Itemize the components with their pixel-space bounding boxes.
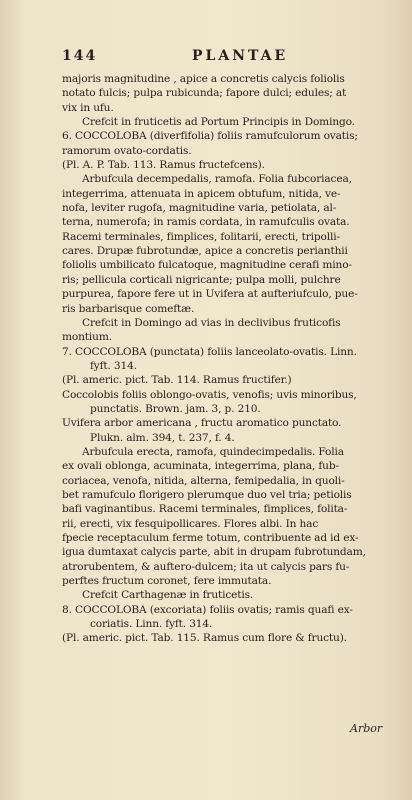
text-line: terna, numerofa; in ramis cordata, in ramufculis ovata. xyxy=(62,216,350,229)
text-line: igua dumtaxat calycis parte, abit in drupam fubrotundam, xyxy=(62,546,366,559)
text-line: Plukn. alm. 394, t. 237, f. 4. xyxy=(90,431,235,444)
text-line: ris; pellicula corticali nigricante; pulpa molli, pulchre xyxy=(62,273,341,286)
text-line: 6. COCCOLOBA (diverfifolia) foliis ramufculorum ovatis; xyxy=(62,130,358,143)
text-line: Arbufcula decempedalis, ramofa. Folia fubcoriacea, xyxy=(82,173,352,186)
text-line: coriatis. Linn. fyft. 314. xyxy=(90,618,213,631)
text-line: ris barbarisque comeftæ. xyxy=(62,302,195,315)
text-line: (Pl. americ. pict. Tab. 115. Ramus cum flore & fructu). xyxy=(62,632,347,645)
text-line: Arbufcula erecta, ramofa, quindecimpedalis. Folia xyxy=(82,445,344,458)
text-line: atrorubentem, & auftero-dulcem; ita ut calycis pars fu- xyxy=(62,560,350,573)
text-line: perftes fructum coronet, fere immutata. xyxy=(62,575,272,588)
text-line: nofa, leviter rugofa, magnitudine varia, petiolata, al- xyxy=(62,202,337,215)
text-line: Coccolobis foliis oblongo-ovatis, venofis; uvis minoribus, xyxy=(62,388,357,401)
text-line: majoris magnitudine , apice a concretis calycis foliolis xyxy=(62,73,345,85)
text-line: vix in ufu. xyxy=(62,101,114,114)
page-number: 144 xyxy=(62,48,98,64)
text-line: bafi vaginantibus. Racemi terminales, fimplices, folita- xyxy=(62,503,348,516)
text-line: integerrima, attenuata in apicem obtufum, nitida, ve- xyxy=(62,187,341,200)
text-line: ex ovali oblonga, acuminata, integerrima, plana, fub- xyxy=(62,460,339,473)
text-line: Crefcit in fruticetis ad Portum Principis in Domingo. xyxy=(82,116,355,129)
text-line: Crefcit in Domingo ad vias in declivibus fruticofis xyxy=(82,316,341,329)
page-header xyxy=(62,48,404,68)
text-line: notato fulcis; pulpa rubicunda; fapore dulci; edules; at xyxy=(62,87,347,100)
page-body-text xyxy=(62,72,406,646)
text-line: Racemi terminales, fimplices, folitarii, erecti, tripolli- xyxy=(62,230,340,243)
text-line: fpecie receptaculum ferme totum, contribuente ad id ex- xyxy=(62,532,359,544)
text-line: 7. COCCOLOBA (punctata) foliis lanceolato-ovatis. Linn. xyxy=(62,345,357,358)
text-line: foliolis umbilicato fulcatoque, magnitudine cerafi mino- xyxy=(62,259,352,272)
text-line: fyft. 314. xyxy=(90,359,137,372)
text-line: (Pl. A. P. Tab. 113. Ramus fructefcens). xyxy=(62,159,265,172)
catchword: Arbor xyxy=(350,722,383,735)
running-head: PLANTAE xyxy=(192,48,289,64)
text-line: montium. xyxy=(62,331,112,344)
text-line: ramorum ovato-cordatis. xyxy=(62,144,192,157)
text-line: rii, erecti, vix fesquipollicares. Flores albi. In hac xyxy=(62,517,319,530)
text-line: Uvifera arbor americana , fructu aromatico punctato. xyxy=(62,417,342,430)
text-line: purpurea, fapore fere ut in Uvifera at aufteriufculo, pue- xyxy=(62,288,358,301)
text-line: coriacea, venofa, nitida, alterna, femipedalia, in quoli- xyxy=(62,474,345,487)
text-line: bet ramufculo florigero plerumque duo vel tria; petiolis xyxy=(62,488,352,501)
text-line: punctatis. Brown. jam. 3, p. 210. xyxy=(90,402,261,415)
text-line: 8. COCCOLOBA (excoriata) foliis ovatis; ramis quafi ex- xyxy=(62,603,353,616)
text-line: cares. Drupæ fubrotundæ, apice a concretis perianthii xyxy=(62,245,348,258)
text-line: (Pl. americ. pict. Tab. 114. Ramus fructifer.) xyxy=(62,374,292,387)
text-line: Crefcit Carthagenæ in fruticetis. xyxy=(82,589,254,602)
